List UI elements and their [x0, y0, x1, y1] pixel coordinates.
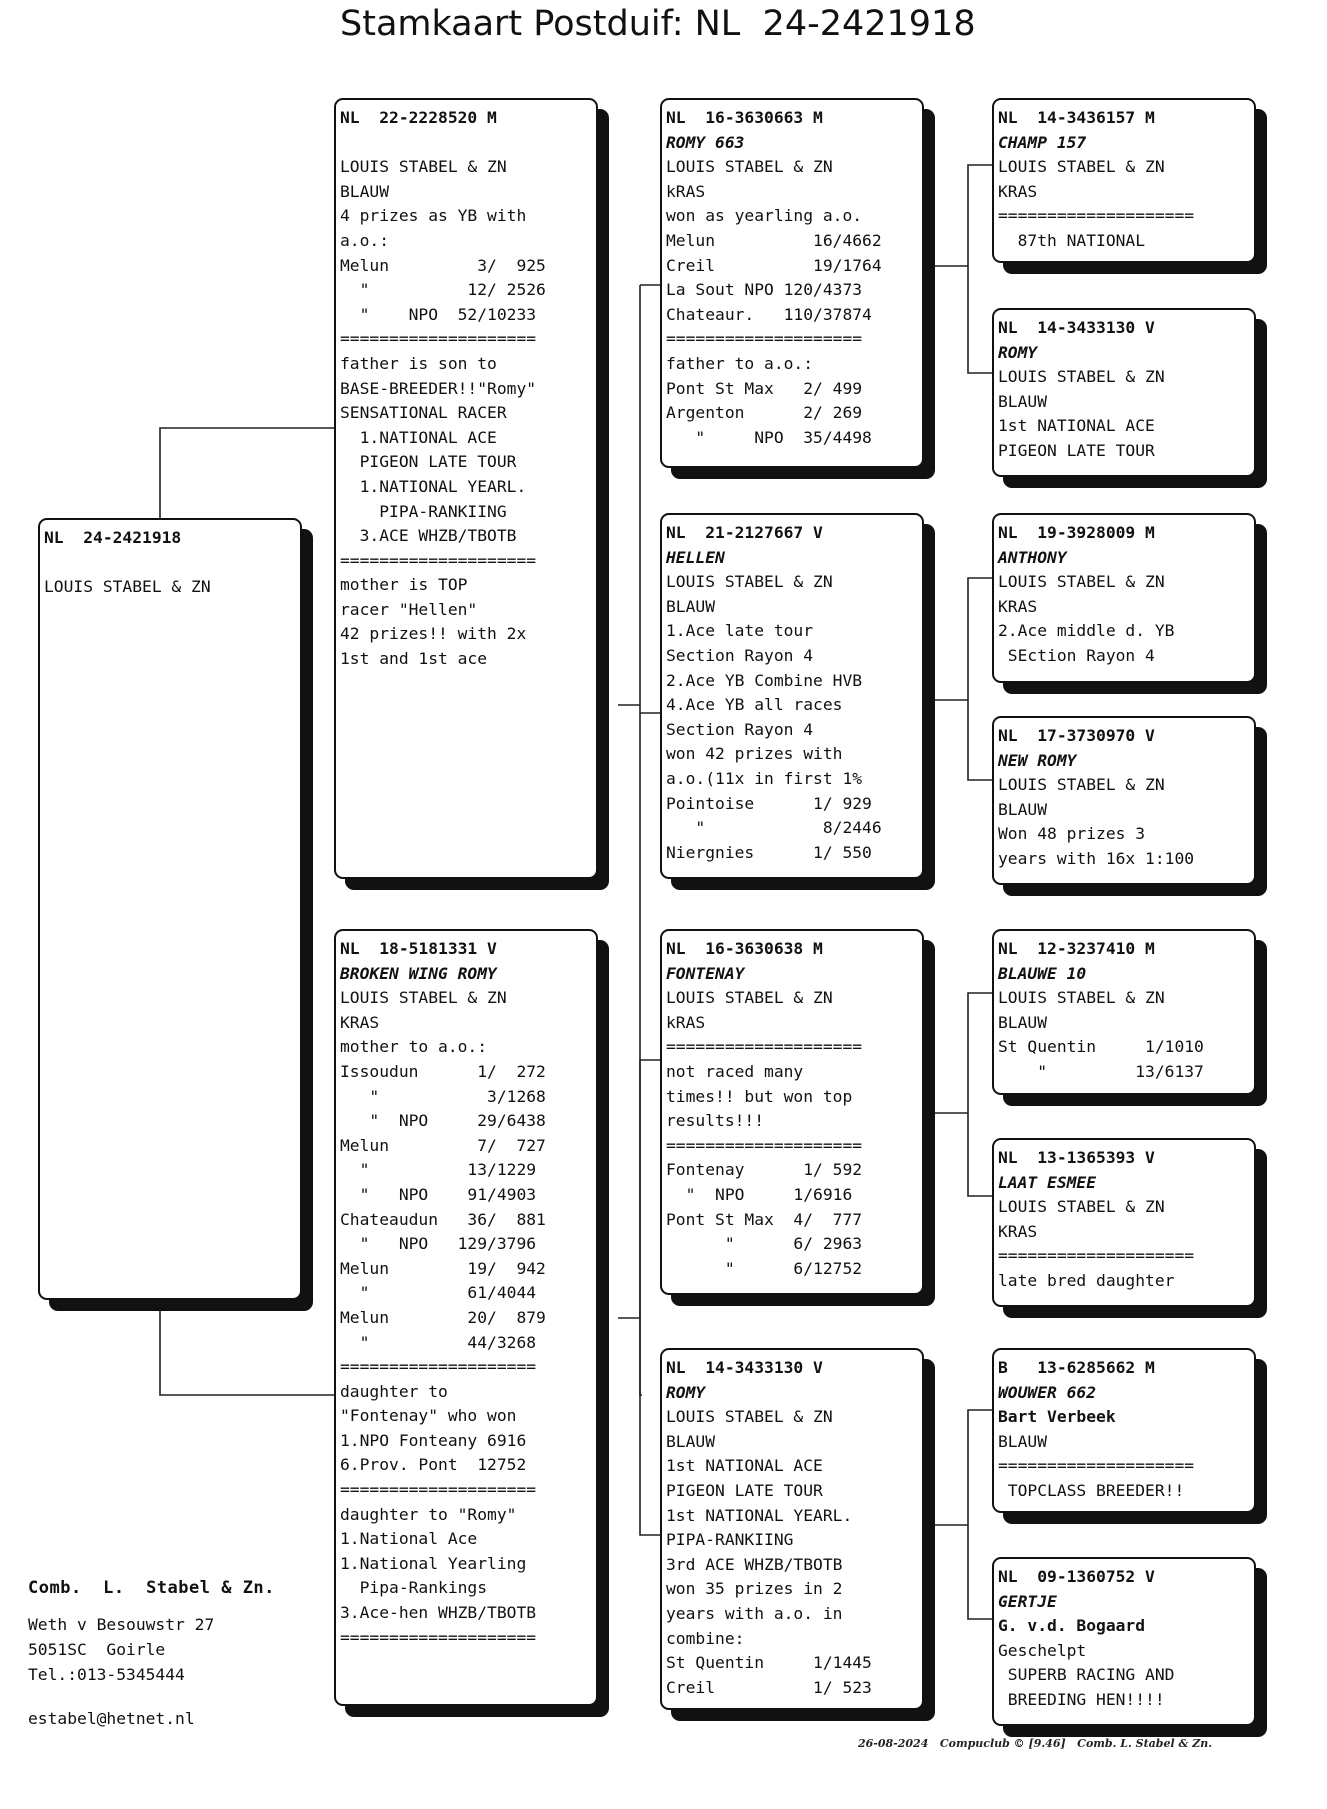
ring-number: NL 16-3630638 M [666, 939, 823, 958]
card-line: LOUIS STABEL & ZN [340, 157, 507, 177]
card-line: " 13/1229 [340, 1160, 537, 1180]
card-line: LOUIS STABEL & ZN [44, 577, 211, 597]
card-line: Melun 3/ 925 [340, 255, 546, 275]
card-line: Section Rayon 4 [666, 719, 814, 739]
card-line: BASE-BREEDER!!"Romy" [340, 378, 537, 398]
card-line: " 13/6137 [998, 1061, 1204, 1081]
card-line: " 61/4044 [340, 1283, 537, 1303]
pigeon-card-father-mother [660, 513, 924, 879]
ring-number: NL 14-3436157 M [998, 108, 1155, 127]
card-line: KRAS [998, 596, 1038, 616]
card-line: 1st NATIONAL YEARL. [666, 1505, 853, 1525]
card-line: 4 prizes as YB with [340, 206, 527, 226]
card-line: won 42 prizes with [666, 744, 843, 764]
card-line: KRAS [998, 1221, 1038, 1241]
card-line: kRAS [666, 1012, 706, 1032]
page-footer: 26-08-2024 Compuclub © [9.46] Comb. L. Stabel & Zn. [858, 1737, 1213, 1750]
ring-number: NL 13-1365393 V [998, 1148, 1155, 1167]
pigeon-card-mm-father [992, 1348, 1256, 1513]
ring-number: NL 18-5181331 V [340, 939, 497, 958]
card-line: BLAUW [666, 596, 716, 616]
card-line: won 35 prizes in 2 [666, 1579, 843, 1599]
card-line: ==================== [340, 1357, 537, 1377]
card-line: late bred daughter [998, 1270, 1175, 1290]
card-line: years with 16x 1:100 [998, 848, 1195, 868]
ring-number: B 13-6285662 M [998, 1358, 1155, 1377]
card-line: PIGEON LATE TOUR [666, 1480, 823, 1500]
card-line: Pointoise 1/ 929 [666, 793, 872, 813]
card-line: ==================== [340, 550, 537, 570]
card-line: not raced many [666, 1061, 804, 1081]
card-line: LOUIS STABEL & ZN [998, 157, 1165, 177]
pigeon-card-father [334, 98, 598, 879]
card-line: Chateaur. 110/37874 [666, 304, 872, 324]
pigeon-card-fm-father [992, 513, 1256, 683]
card-line: "Fontenay" who won [340, 1406, 517, 1426]
card-line: ==================== [666, 1037, 863, 1057]
card-line: St Quentin 1/1010 [998, 1037, 1204, 1057]
card-line: 3rd ACE WHZB/TBOTB [666, 1554, 843, 1574]
breeder-city: 5051SC Goirle [28, 1640, 166, 1659]
card-line: ==================== [340, 1480, 537, 1500]
breeder-email[interactable]: estabel@hetnet.nl [28, 1709, 195, 1728]
card-line: " 6/12752 [666, 1258, 863, 1278]
card-line: SENSATIONAL RACER [340, 403, 507, 423]
card-line: LAAT ESMEE [998, 1172, 1097, 1192]
card-line [44, 551, 300, 576]
card-line: Melun 16/4662 [666, 230, 882, 250]
card-line: 1.NATIONAL ACE [340, 427, 497, 447]
card-line: WOUWER 662 [998, 1382, 1097, 1402]
card-line: father is son to [340, 353, 497, 373]
pigeon-card-mother [334, 929, 598, 1706]
card-line: HELLEN [666, 547, 725, 567]
card-line: BLAUW [998, 799, 1048, 819]
card-line: " NPO 91/4903 [340, 1184, 537, 1204]
card-line: a.o.: [340, 230, 390, 250]
ring-number: NL 19-3928009 M [998, 523, 1155, 542]
card-line: " 44/3268 [340, 1332, 537, 1352]
card-line: LOUIS STABEL & ZN [998, 572, 1165, 592]
card-line: " 3/1268 [340, 1086, 546, 1106]
card-line: daughter to [340, 1381, 448, 1401]
ring-number: NL 21-2127667 V [666, 523, 823, 542]
card-line: GERTJE [998, 1591, 1057, 1611]
ring-number: NL 12-3237410 M [998, 939, 1155, 958]
page-title: Stamkaart Postduif: NL 24-2421918 [340, 4, 976, 44]
card-line: Bart Verbeek [998, 1407, 1116, 1427]
card-line: " NPO 35/4498 [666, 427, 872, 447]
card-line: BROKEN WING ROMY [340, 963, 497, 983]
pigeon-card-mother-mother [660, 1348, 924, 1710]
card-line: KRAS [998, 181, 1038, 201]
pigeon-card-subject [38, 518, 302, 1300]
card-line: Melun 20/ 879 [340, 1307, 546, 1327]
card-line: CHAMP 157 [998, 132, 1087, 152]
pigeon-card-mother-father [660, 929, 924, 1295]
card-line: " NPO 129/3796 [340, 1234, 537, 1254]
card-line: mother is TOP [340, 575, 468, 595]
card-line: FONTENAY [666, 963, 745, 983]
ring-number: NL 14-3433130 V [666, 1358, 823, 1377]
card-line: 1.NATIONAL YEARL. [340, 476, 527, 496]
ring-number: NL 09-1360752 V [998, 1567, 1155, 1586]
card-line: racer "Hellen" [340, 599, 478, 619]
card-line: 2.Ace YB Combine HVB [666, 670, 863, 690]
card-line: LOUIS STABEL & ZN [666, 1407, 833, 1427]
card-line: LOUIS STABEL & ZN [666, 988, 833, 1008]
card-line: Chateaudun 36/ 881 [340, 1209, 546, 1229]
breeder-name: Comb. L. Stabel & Zn. [28, 1578, 275, 1598]
card-line: won as yearling a.o. [666, 206, 863, 226]
card-line: 1.National Ace [340, 1529, 478, 1549]
ring-number: NL 16-3630663 M [666, 108, 823, 127]
card-line: PIGEON LATE TOUR [340, 452, 517, 472]
card-line: Niergnies 1/ 550 [666, 842, 872, 862]
card-line: 2.Ace middle d. YB [998, 621, 1175, 641]
card-line: Geschelpt [998, 1640, 1087, 1660]
card-line: Won 48 prizes 3 [998, 824, 1146, 844]
card-line: " NPO 52/10233 [340, 304, 537, 324]
card-line: LOUIS STABEL & ZN [666, 157, 833, 177]
card-line: ==================== [998, 206, 1195, 226]
card-line: 42 prizes!! with 2x [340, 624, 527, 644]
card-line: Melun 7/ 727 [340, 1135, 546, 1155]
card-line: ROMY [998, 342, 1038, 362]
card-line: PIPA-RANKIING [340, 501, 507, 521]
card-line: LOUIS STABEL & ZN [340, 988, 507, 1008]
card-line: NEW ROMY [998, 750, 1077, 770]
card-line: Creil 1/ 523 [666, 1677, 872, 1697]
card-line: PIGEON LATE TOUR [998, 440, 1155, 460]
card-line: " NPO 29/6438 [340, 1111, 546, 1131]
card-line: La Sout NPO 120/4373 [666, 280, 863, 300]
card-line: ==================== [998, 1246, 1195, 1266]
pigeon-card-mm-mother [992, 1557, 1256, 1726]
pigeon-card-fm-mother [992, 716, 1256, 885]
card-line: LOUIS STABEL & ZN [998, 1197, 1165, 1217]
card-line: BLAUW [998, 1431, 1048, 1451]
pigeon-card-mf-father [992, 929, 1256, 1095]
card-line: ROMY [666, 1382, 706, 1402]
card-line: BLAUW [998, 391, 1048, 411]
card-line: PIPA-RANKIING [666, 1530, 794, 1550]
card-line: " 8/2446 [666, 818, 882, 838]
card-line: 1st NATIONAL ACE [666, 1456, 823, 1476]
card-line [340, 131, 596, 156]
card-line: 3.Ace-hen WHZB/TBOTB [340, 1603, 537, 1623]
card-line: 3.ACE WHZB/TBOTB [340, 526, 517, 546]
card-line: father to a.o.: [666, 353, 814, 373]
ring-number: NL 24-2421918 [44, 528, 182, 547]
card-line: BLAUW [340, 181, 390, 201]
card-line: SEction Rayon 4 [998, 645, 1155, 665]
breeder-street: Weth v Besouwstr 27 [28, 1615, 215, 1634]
card-line: 1st and 1st ace [340, 649, 488, 669]
card-line: LOUIS STABEL & ZN [998, 775, 1165, 795]
card-line: BLAUW [666, 1431, 716, 1451]
card-line: LOUIS STABEL & ZN [998, 988, 1165, 1008]
card-line: Creil 19/1764 [666, 255, 882, 275]
pigeon-card-ff-father [992, 98, 1256, 263]
card-line: years with a.o. in [666, 1603, 843, 1623]
card-line: G. v.d. Bogaard [998, 1616, 1146, 1636]
card-line: BREEDING HEN!!!! [998, 1689, 1165, 1709]
card-line: LOUIS STABEL & ZN [666, 572, 833, 592]
card-line: 1.NPO Fonteany 6916 [340, 1430, 527, 1450]
card-line: Section Rayon 4 [666, 645, 814, 665]
card-line: BLAUW [998, 1012, 1048, 1032]
breeder-address [28, 1578, 275, 1728]
card-line: Argenton 2/ 269 [666, 403, 863, 423]
pigeon-card-ff-mother [992, 308, 1256, 477]
pigeon-card-father-father [660, 98, 924, 468]
card-line: daughter to "Romy" [340, 1504, 517, 1524]
card-line: Melun 19/ 942 [340, 1258, 546, 1278]
card-line: ==================== [340, 329, 537, 349]
card-line: SUPERB RACING AND [998, 1665, 1175, 1685]
card-line: 1.National Yearling [340, 1553, 527, 1573]
card-line: " 6/ 2963 [666, 1234, 863, 1254]
card-line: 87th NATIONAL [998, 230, 1146, 250]
card-line: ==================== [998, 1456, 1195, 1476]
card-line: Issoudun 1/ 272 [340, 1061, 546, 1081]
card-line: 6.Prov. Pont 12752 [340, 1455, 527, 1475]
breeder-phone: Tel.:013-5345444 [28, 1665, 185, 1684]
card-line: Pont St Max 2/ 499 [666, 378, 863, 398]
card-line: Pont St Max 4/ 777 [666, 1209, 863, 1229]
card-line: results!!! [666, 1111, 765, 1131]
card-line: ==================== [666, 329, 863, 349]
card-line: 4.Ace YB all races [666, 695, 843, 715]
card-line: Pipa-Rankings [340, 1578, 488, 1598]
card-line: 1st NATIONAL ACE [998, 416, 1155, 436]
card-line: KRAS [340, 1012, 380, 1032]
card-line: kRAS [666, 181, 706, 201]
card-line: ROMY 663 [666, 132, 745, 152]
card-line: ANTHONY [998, 547, 1067, 567]
card-line: " NPO 1/6916 [666, 1184, 853, 1204]
card-line: combine: [666, 1628, 745, 1648]
card-line: LOUIS STABEL & ZN [998, 367, 1165, 387]
card-line: " 12/ 2526 [340, 280, 546, 300]
card-line: BLAUWE 10 [998, 963, 1087, 983]
card-line: 1.Ace late tour [666, 621, 814, 641]
card-line: Fontenay 1/ 592 [666, 1160, 863, 1180]
card-line: a.o.(11x in first 1% [666, 768, 863, 788]
ring-number: NL 17-3730970 V [998, 726, 1155, 745]
card-line: St Quentin 1/1445 [666, 1653, 872, 1673]
card-line: mother to a.o.: [340, 1037, 488, 1057]
pigeon-card-mf-mother [992, 1138, 1256, 1307]
card-line: ==================== [666, 1135, 863, 1155]
card-line: times!! but won top [666, 1086, 853, 1106]
card-line: ==================== [340, 1627, 537, 1647]
ring-number: NL 22-2228520 M [340, 108, 497, 127]
ring-number: NL 14-3433130 V [998, 318, 1155, 337]
card-line: TOPCLASS BREEDER!! [998, 1480, 1185, 1500]
